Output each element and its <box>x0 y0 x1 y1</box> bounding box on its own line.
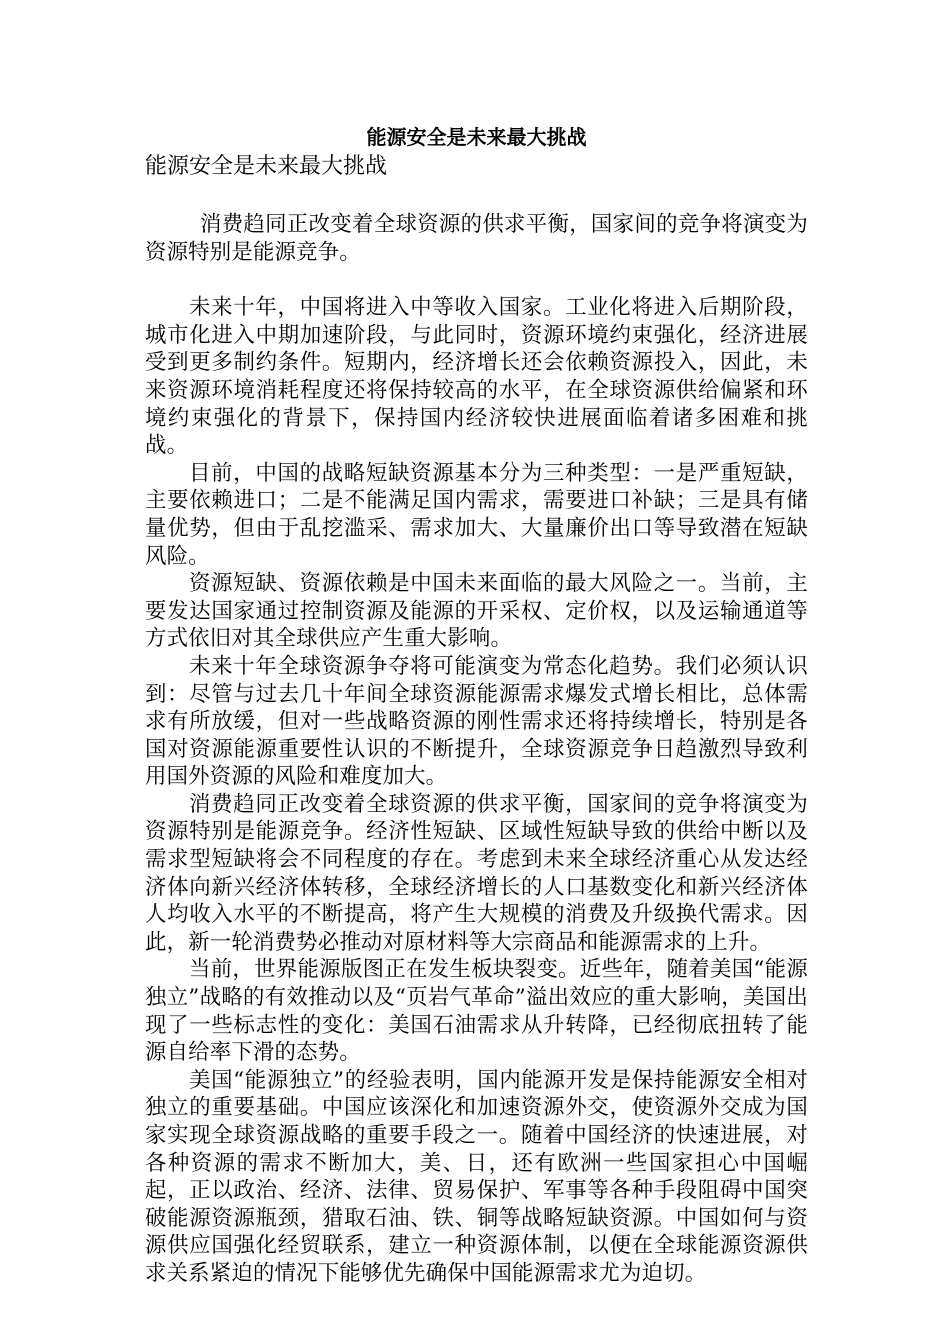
document-body <box>145 211 808 1288</box>
paragraph-consumption-convergence: 消费趋同正改变着全球资源的供求平衡，国家间的竞争将演变为资源特别是能源竞争。经济性短缺、区域性短缺导致的供给中断以及需求型短缺将会不同程度的存在。考虑到未来全球经济重心从发达经济体向新兴经济体转移，全球经济增长的人口基数变化和新兴经济体人均收入水平的不断提高，将产生大规模的消费及升级换代需求。因此，新一轮消费势必推动对原材料等大宗商品和能源需求的上升。 <box>145 791 808 955</box>
paragraph-lead: 消费趋同正改变着全球资源的供求平衡，国家间的竞争将演变为资源特别是能源竞争。 <box>145 212 808 265</box>
paragraph-spacer <box>145 266 808 294</box>
document-title: 能源安全是未来最大挑战 <box>366 125 587 149</box>
paragraph-global-competition: 未来十年全球资源争夺将可能演变为常态化趋势。我们必须认识到：尽管与过去几十年间全球资源能源需求爆发式增长相比，总体需求有所放缓，但对一些战略资源的刚性需求还将持续增长，特别是各国对资源能源重要性认识的不断提升，全球资源竞争日趋激烈导致利用国外资源的风险和难度加大。 <box>145 653 808 790</box>
paragraph-resource-types: 目前，中国的战略短缺资源基本分为三种类型：一是严重短缺，主要依赖进口；二是不能满足国内需求，需要进口补缺；三是具有储量优势，但由于乱挖滥采、需求加大、大量廉价出口等导致潜在短缺风险。 <box>145 460 808 569</box>
paragraph-energy-independence: 美国“能源独立”的经验表明，国内能源开发是保持能源安全相对独立的重要基础。中国应该深化和加速资源外交，使资源外交成为国家实现全球资源战略的重要手段之一。随着中国经济的快速进展，对各种资源的需求不断加大，美、日，还有欧洲一些国家担心中国崛起，正以政治、经济、法律、贸易保护、军事等各种手段阻碍中国突破能源资源瓶颈，猎取石油、铁、铜等战略短缺资源。中国如何与资源供应国强化经贸联系，建立一种资源体制，以便在全球能源资源供求关系紧迫的情况下能够优先确保中国能源需求尤为迫切。 <box>145 1067 808 1286</box>
paragraph-energy-map: 当前，世界能源版图正在发生板块裂变。近些年，随着美国“能源独立”战略的有效推动以及“页岩气革命”溢出效应的重大影响，美国出现了一些标志性的变化：美国石油需求从升转降，已经彻底扭转了能源自给率下滑的态势。 <box>145 957 808 1066</box>
paragraph-future-decade: 未来十年，中国将进入中等收入国家。工业化将进入后期阶段，城市化进入中期加速阶段，与此同时，资源环境约束强化，经济进展受到更多制约条件。短期内，经济增长还会依赖资源投入，因此，未来资源环境消耗程度还将保持较高的水平，在全球资源供给偏紧和环境约束强化的背景下，保持国内经济较快进展面临着诸多困难和挑战。 <box>145 295 808 459</box>
paragraph-resource-risk: 资源短缺、资源依赖是中国未来面临的最大风险之一。当前，主要发达国家通过控制资源及能源的开采权、定价权，以及运输通道等方式依旧对其全球供应产生重大影响。 <box>145 571 808 652</box>
document-content <box>145 123 808 1288</box>
document-subtitle: 能源安全是未来最大挑战 <box>145 154 388 179</box>
